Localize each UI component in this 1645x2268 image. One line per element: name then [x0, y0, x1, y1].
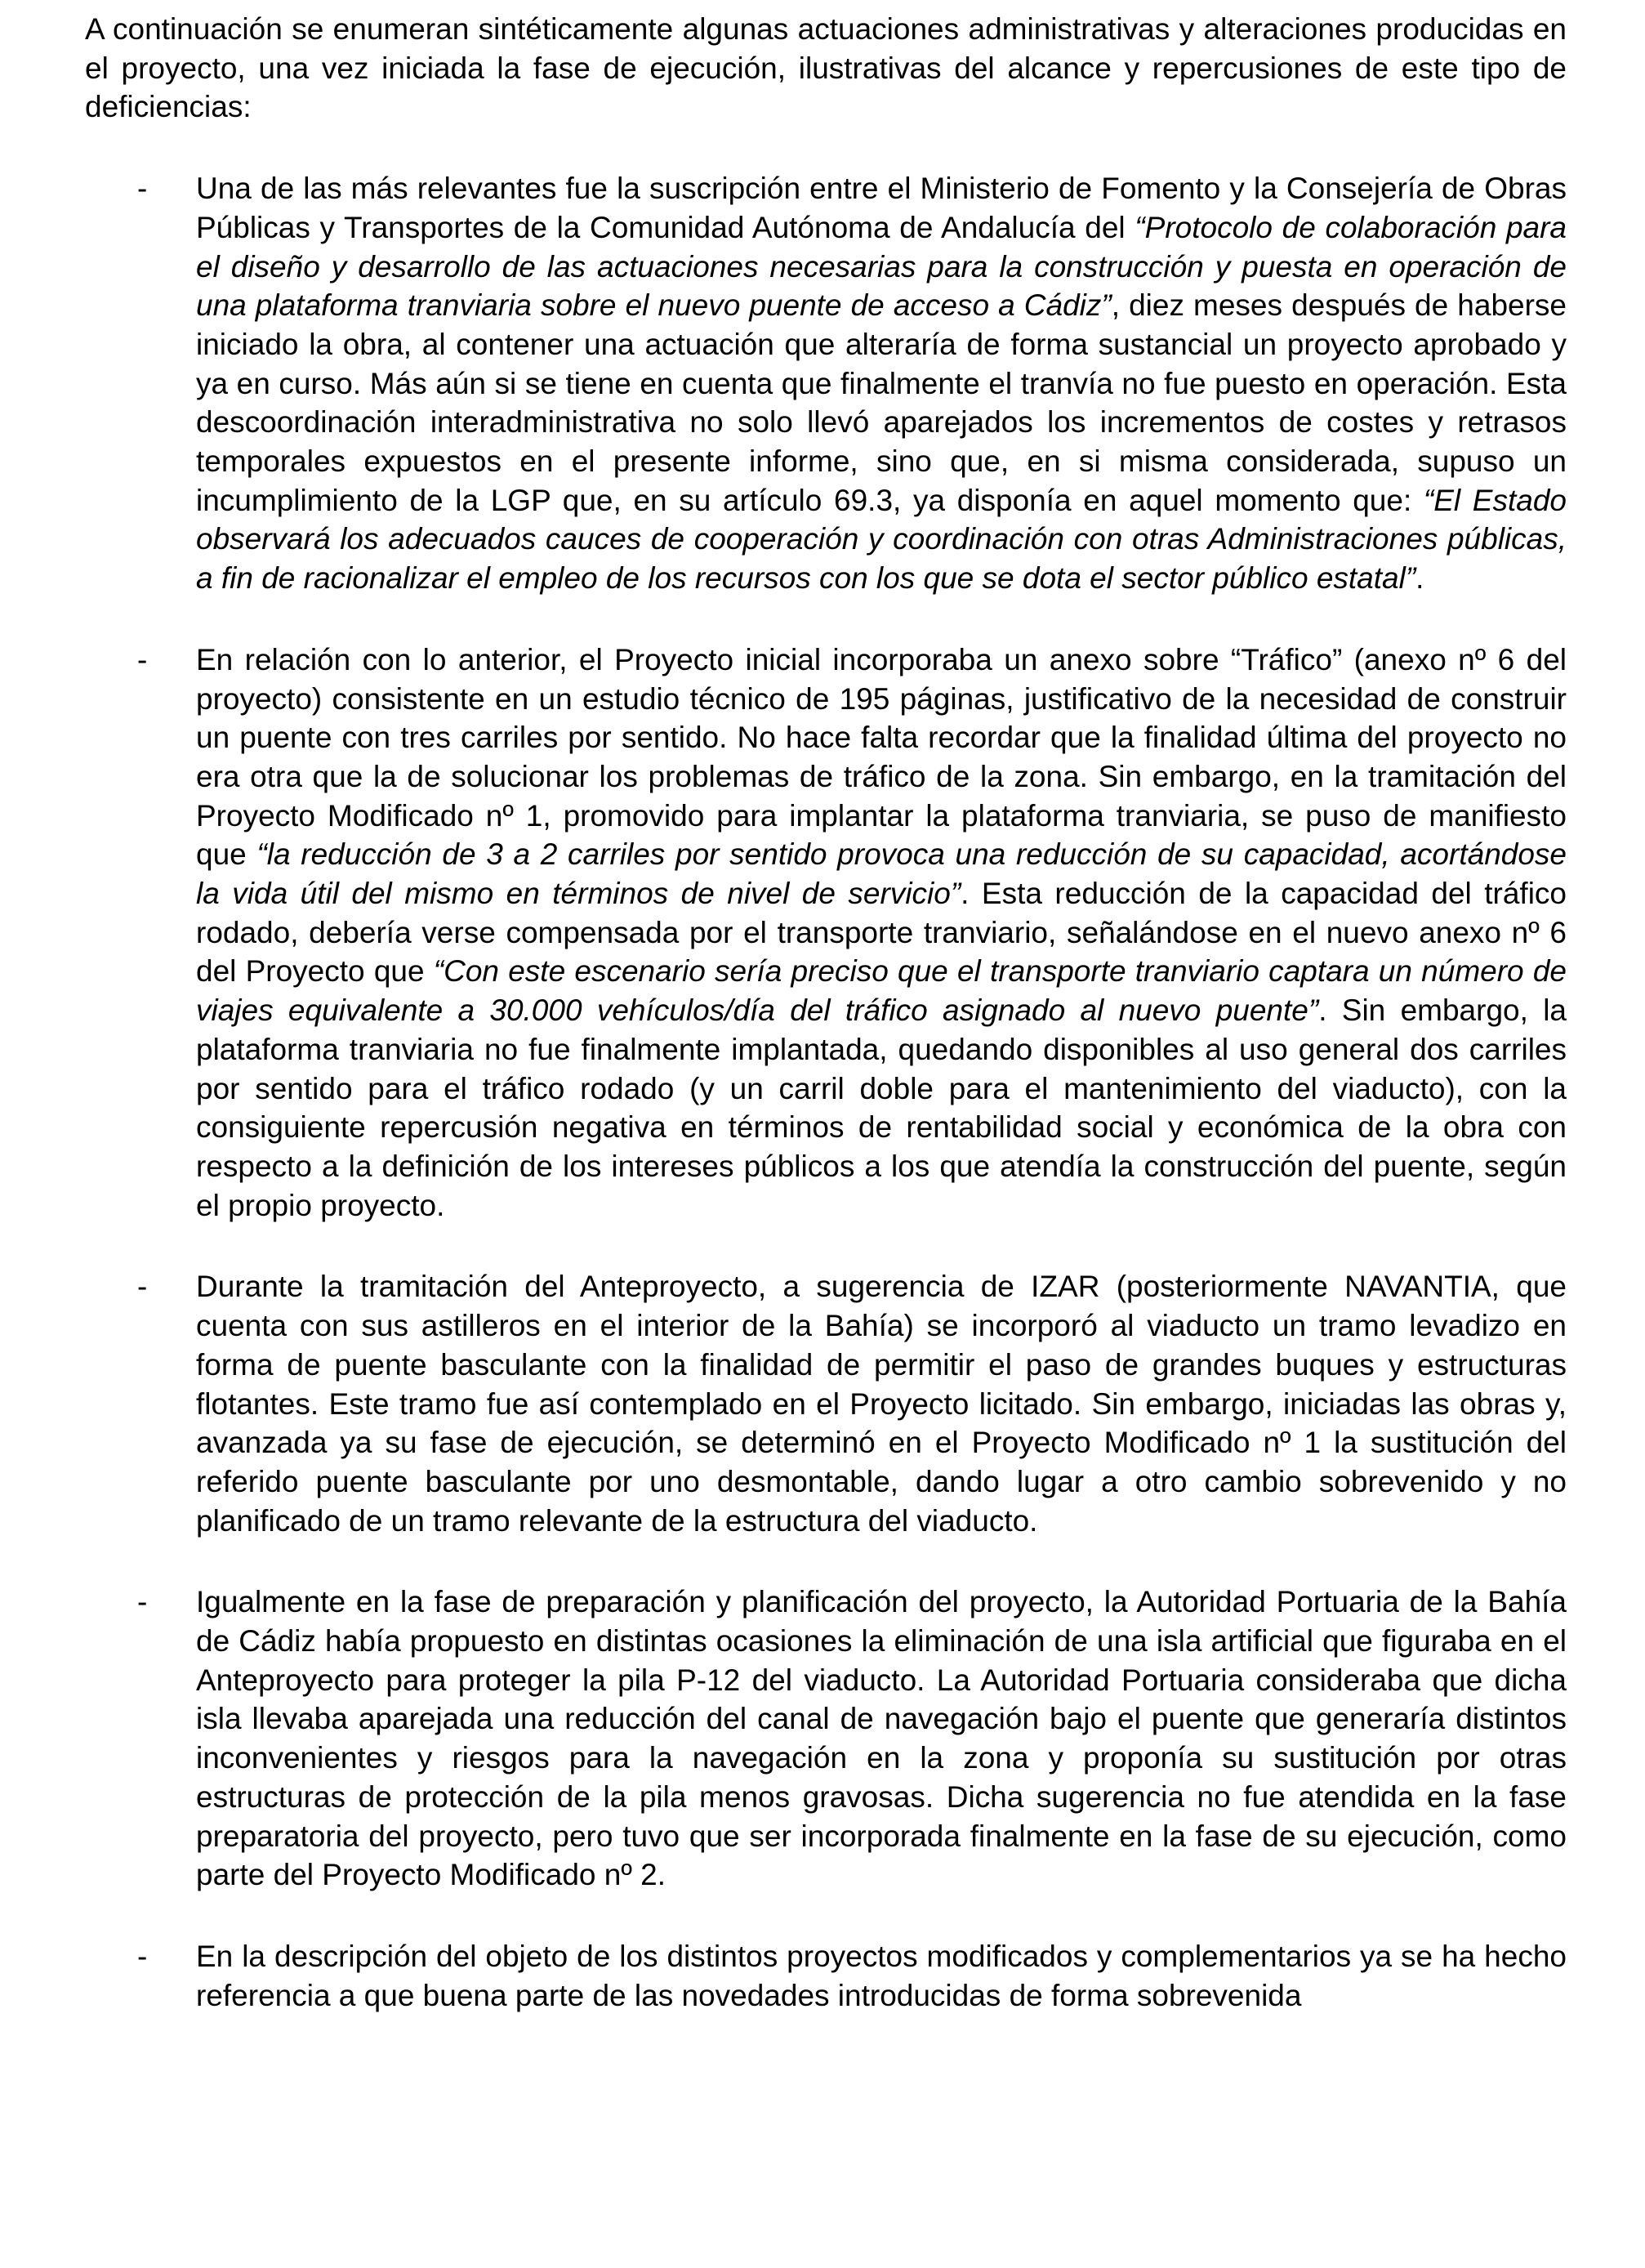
bullet-dash: - — [137, 1939, 148, 1973]
list-item — [85, 641, 1567, 1226]
document-page — [85, 10, 1567, 2057]
body-text: . Sin embargo, la plataforma tranviaria no fue finalmente implantada, quedando disponibles al uso general dos carriles por sentido para el tráfico rodado (y un carril doble para el mantenimiento del viaducto), con la consiguiente repercusión negativa en términos de rentabilidad social y económica de la obra con respecto a la definición de los intereses públicos a los que atendía la construcción del puente, según el propio proyecto. — [196, 993, 1567, 1222]
list-item — [85, 1267, 1567, 1540]
quoted-text: “El Estado observará los adecuados cauces de cooperación y coordinación con otras Administraciones públicas, a fin de racionalizar el empleo de los recursos con los que se dota el sector público estatal” — [196, 483, 1567, 596]
body-text: En la descripción del objeto de los distintos proyectos modificados y complementarios ya se ha hecho referencia a que buena parte de las novedades introducidas de forma sobrevenida — [196, 1939, 1567, 2012]
body-text: Durante la tramitación del Anteproyecto, a sugerencia de IZAR (posteriormente NAVANTIA, que cuenta con sus astilleros en el interior de la Bahía) se incorporó al viaducto un tramo levadizo en forma de puente basculante con la finalidad de permitir el paso de grandes buques y estructuras flotantes. Este tramo fue así contemplado en el Proyecto licitado. Sin embargo, iniciadas las obras y, avanzada ya su fase de ejecución, se determinó en el Proyecto Modificado nº 1 la sustitución del referido puente basculante por uno desmontable, dando lugar a otro cambio sobrevenido y no planificado de un tramo relevante de la estructura del viaducto. — [196, 1270, 1567, 1538]
quoted-text: “la reducción de 3 a 2 carriles por sentido provoca una reducción de su capacidad, acortándose la vida útil del mismo en términos de nivel de servicio” — [196, 837, 1567, 911]
list-item-text — [196, 1267, 1567, 1540]
list-item — [85, 169, 1567, 598]
body-text: En relación con lo anterior, el Proyecto inicial incorporaba un anexo sobre “Tráfico” (anexo nº 6 del proyecto) consistente en un estudio técnico de 195 páginas, justificativo de la necesidad de construir un puente con tres carriles por sentido. No hace falta recordar que la finalidad última del proyecto no era otra que la de solucionar los problemas de tráfico de la zona. Sin embargo, en la tramitación del Proyecto Modificado nº 1, promovido para implantar la plataforma tranviaria, se puso de manifiesto que — [196, 642, 1567, 872]
body-text: Igualmente en la fase de preparación y planificación del proyecto, la Autoridad Portuaria de la Bahía de Cádiz había propuesto en distintas ocasiones la eliminación de una isla artificial que figuraba en el Anteproyecto para proteger la pila P-12 del viaducto. La Autoridad Portuaria consideraba que dicha isla llevaba aparejada una reducción del canal de navegación bajo el puente que generaría distintos inconvenientes y riesgos para la navegación en la zona y proponía su sustitución por otras estructuras de protección de la pila menos gravosas. Dicha sugerencia no fue atendida en la fase preparatoria del proyecto, pero tuvo que ser incorporada finalmente en la fase de su ejecución, como parte del Proyecto Modificado nº 2. — [196, 1585, 1567, 1892]
body-text: , diez meses después de haberse iniciado la obra, al contener una actuación que alteraría de forma sustancial un proyecto aprobado y ya en curso. Más aún si se tiene en cuenta que finalmente el tranvía no fue puesto en operación. Esta descoordinación interadministrativa no solo llevó aparejados los incrementos de costes y retrasos temporales expuestos en el presente informe, sino que, en si misma considerada, supuso un incumplimiento de la LGP que, en su artículo 69.3, ya disponía en aquel momento que: — [196, 288, 1567, 517]
quoted-text: “Protocolo de colaboración para el diseño y desarrollo de las actuaciones necesarias para la construcción y puesta en operación de una plataforma tranviaria sobre el nuevo puente de acceso a Cádiz” — [196, 210, 1567, 323]
body-text: . Esta reducción de la capacidad del tráfico rodado, debería verse compensada por el transporte tranviario, señalándose en el nuevo anexo nº 6 del Proyecto que — [196, 877, 1567, 989]
bullet-dash: - — [137, 172, 148, 206]
bullet-list — [85, 169, 1567, 2015]
list-item-text — [196, 641, 1567, 1226]
list-item-text — [196, 1583, 1567, 1895]
list-item-text — [196, 169, 1567, 598]
body-text: . — [1415, 561, 1424, 596]
bullet-dash: - — [137, 642, 148, 676]
bullet-dash: - — [137, 1585, 148, 1619]
list-item — [85, 1583, 1567, 1895]
bullet-dash: - — [137, 1270, 148, 1304]
list-item — [85, 1937, 1567, 2015]
quoted-text: “Con este escenario sería preciso que el transporte tranviario captara un número de viajes equivalente a 30.000 vehículos/día del tráfico asignado al nuevo puente” — [196, 954, 1567, 1028]
body-text: Una de las más relevantes fue la suscripción entre el Ministerio de Fomento y la Consejería de Obras Públicas y Transportes de la Comunidad Autónoma de Andalucía del — [196, 172, 1567, 244]
intro-paragraph: A continuación se enumeran sintéticamente algunas actuaciones administrativas y alteraciones producidas en el proyecto, una vez iniciada la fase de ejecución, ilustrativas del alcance y repercusiones de este tipo de deficiencias: — [85, 12, 1567, 124]
list-item-text — [196, 1937, 1567, 2015]
